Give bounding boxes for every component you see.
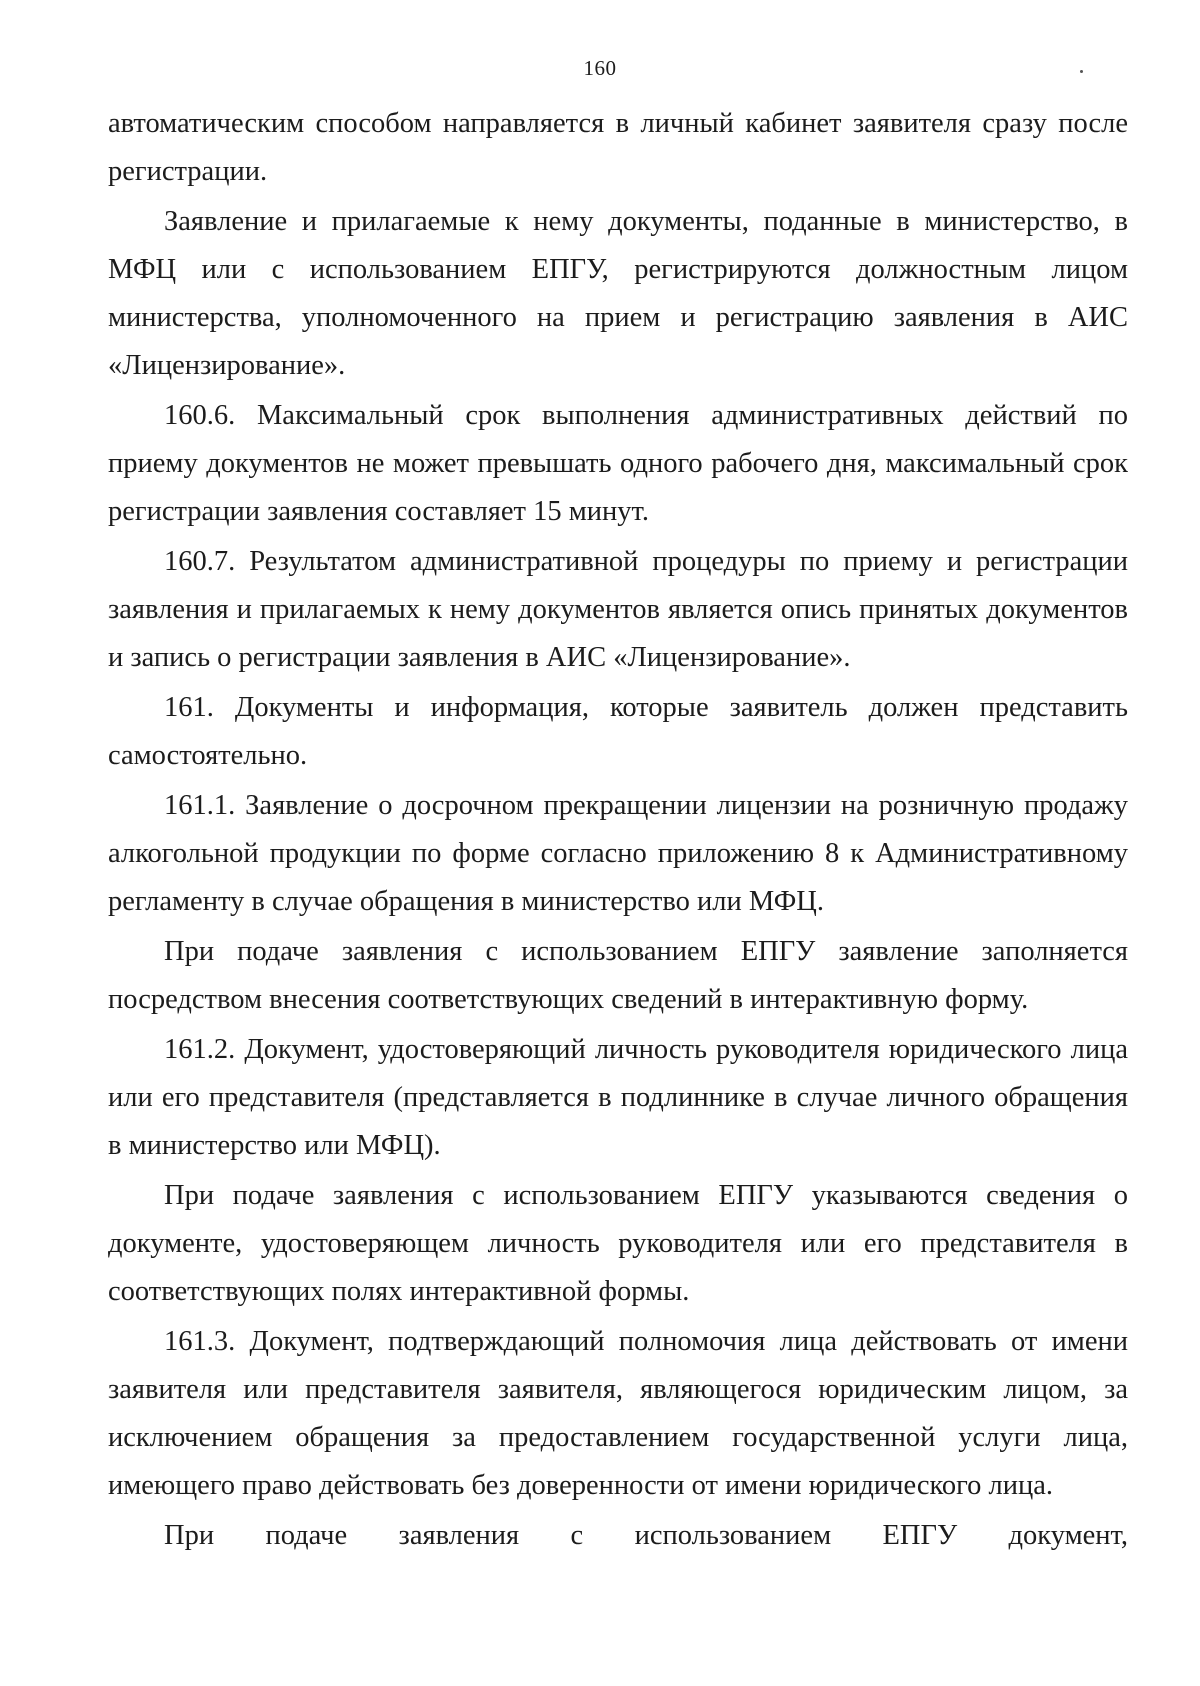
paragraph-registration: Заявление и прилагаемые к нему документы, поданные в министерство, в МФЦ или с использованием ЕПГУ, регистрируются должностным лицом министерства, уполномоченного на прием и регистрацию заявления в АИС «Лицензирование».: [108, 206, 1128, 381]
page-number: 160: [583, 56, 617, 80]
paragraph-161-2-epgu: При подаче заявления с использованием ЕПГУ указываются сведения о документе, удостоверяющем личность руководителя или его представителя в соответствующих полях интерактивной формы.: [108, 1180, 1128, 1307]
paragraph-161: 161. Документы и информация, которые заявитель должен представить самостоятельно.: [108, 692, 1128, 771]
paragraph-161-3-epgu: При подаче заявления с использованием ЕПГУ документ,: [164, 1520, 1128, 1551]
paragraph-161-1: 161.1. Заявление о досрочном прекращении лицензии на розничную продажу алкогольной продукции по форме согласно приложению 8 к Административному регламенту в случае обращения в министерство или МФЦ.: [108, 790, 1128, 917]
paragraph-161-3: 161.3. Документ, подтверждающий полномочия лица действовать от имени заявителя или представителя заявителя, являющегося юридическим лицом, за исключением обращения за предоставлением государственной услуги лица, имеющего право действовать без доверенности от имени юридического лица.: [108, 1326, 1128, 1501]
document-body: [108, 100, 1128, 1562]
paragraph-continuation: автоматическим способом направляется в личный кабинет заявителя сразу после регистрации.: [108, 108, 1128, 187]
paragraph-161-1-epgu: При подаче заявления с использованием ЕПГУ заявление заполняется посредством внесения соответствующих сведений в интерактивную форму.: [108, 936, 1128, 1015]
paragraph-160-6: 160.6. Максимальный срок выполнения административных действий по приему документов не может превышать одного рабочего дня, максимальный срок регистрации заявления составляет 15 минут.: [108, 400, 1128, 527]
paragraph-161-2: 161.2. Документ, удостоверяющий личность руководителя юридического лица или его представителя (представляется в подлиннике в случае личного обращения в министерство или МФЦ).: [108, 1034, 1128, 1161]
scan-speck: [1080, 70, 1083, 73]
paragraph-160-7: 160.7. Результатом административной процедуры по приему и регистрации заявления и прилагаемых к нему документов является опись принятых документов и запись о регистрации заявления в АИС «Лицензирование».: [108, 546, 1128, 673]
